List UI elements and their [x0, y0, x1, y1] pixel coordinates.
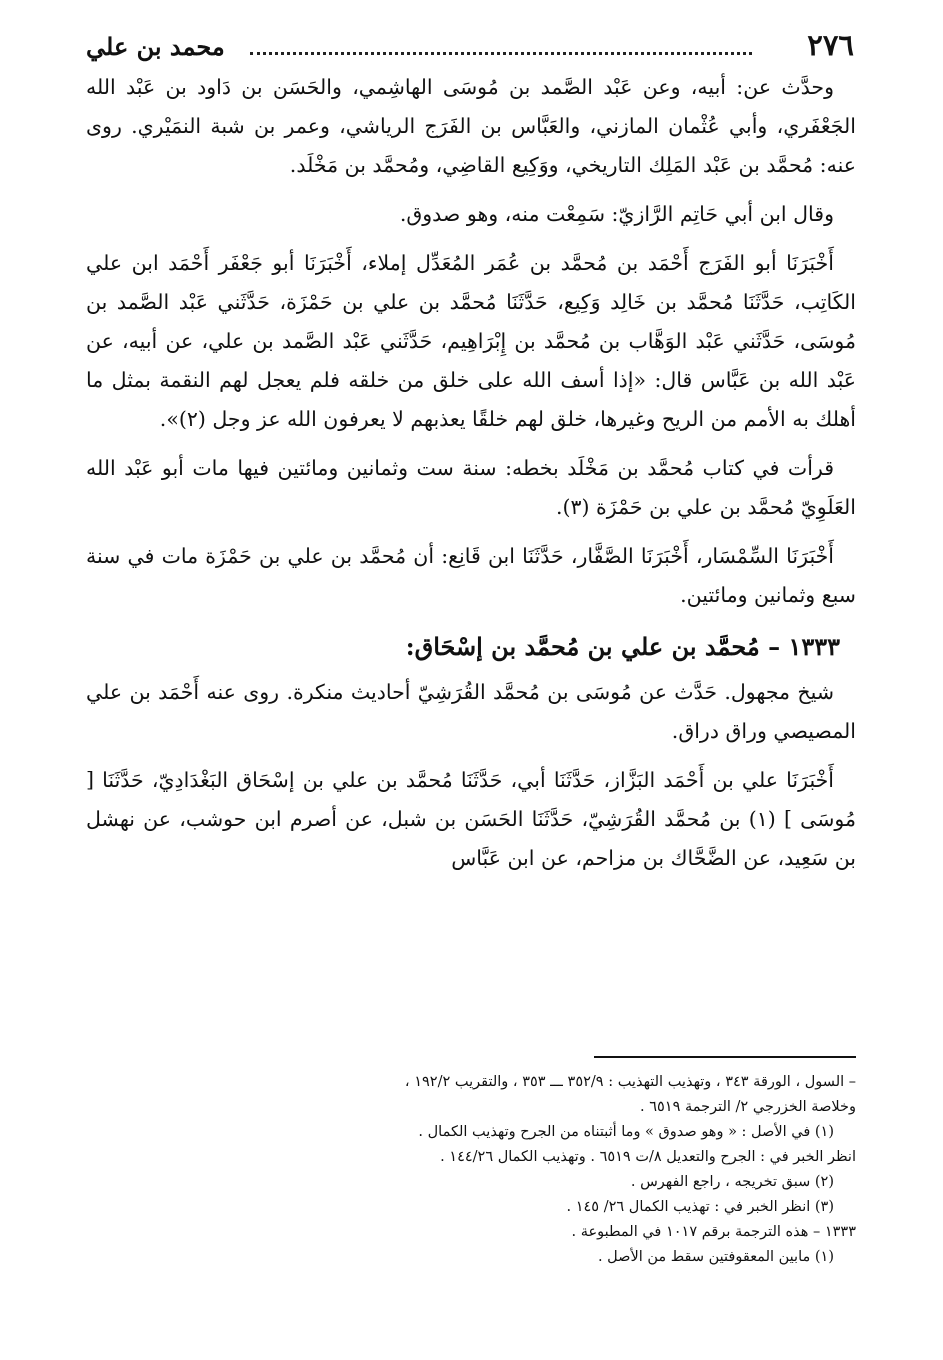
footnote: وخلاصة الخزرجي ٢/ الترجمة ٦٥١٩ . — [640, 1099, 856, 1115]
footnotes — [86, 1070, 856, 1270]
entry-title: ١٣٣٣ – مُحمَّد بن علي بن مُحمَّد بن إسْحَاق: — [405, 632, 840, 661]
entry-paragraph: أَخْبَرَنَا علي بن أَحْمَد البَزَّاز، حَدَّثَنَا أبي، حَدَّثَنَا مُحمَّد بن علي بن إسْحَاق البَغْدَادِيّ، حَدَّثَنَا [ مُوسَى ] (١) بن مُحمَّد القُرَشِيّ، حَدَّثَنَا الحَسَن بن شبل، عن أصرم ابن حوشب، عن نهشل بن سَعِيد، عن الضَّحَّاك بن مزاحم، عن ابن عَبَّاس — [86, 768, 856, 870]
header-dotted-leader — [250, 52, 752, 55]
paragraph: وقال ابن أبي حَاتِم الرَّازيّ: سَمِعْت منه، وهو صدوق. — [399, 202, 834, 226]
page-body — [86, 68, 856, 888]
footnote: (١) مابين المعقوفتين سقط من الأصل . — [597, 1249, 834, 1265]
footnote: (٢) سبق تخريجه ، راجع الفهرس . — [630, 1174, 834, 1190]
footnote-separator — [594, 1056, 856, 1058]
paragraph: قرأت في كتاب مُحمَّد بن مَخْلَد بخطه: سنة ست وثمانين ومائتين فيها مات أبو عَبْد الله العَلَوِيّ مُحمَّد بن علي بن حَمْزَة (٣). — [86, 456, 856, 519]
book-page — [86, 22, 856, 1342]
paragraph: أَخْبَرَنَا أبو الفَرَج أَحْمَد بن مُحمَّد بن عُمَر المُعَدِّل إملاء، أَخْبَرَنَا أبو جَعْفَر أَحْمَد ابن علي الكَاتِب، حَدَّثَنَا مُحمَّد بن خَالِد وَكِيع، حَدَّثَنَا مُحمَّد بن علي بن حَمْزَة، حَدَّثَني عَبْد الصَّمد بن مُوسَى، حَدَّثَني عَبْد الوَهَّاب بن مُحمَّد بن إِبْرَاهِيم، حَدَّثَني عَبْد الصَّمد بن علي، عن أبيه، عن عَبْد الله بن عَبَّاس قال: «إذا أسف الله على خلق من خلقه فلم يعجل لهم النقمة بمثل ما أهلك به الأمم من الريح وغيرها، خلق لهم خلقًا يعذبهم لا يعرفون الله عز وجل (٢)». — [86, 251, 856, 431]
footnote: ١٣٣٣ – هذه الترجمة برقم ١٠١٧ في المطبوعة . — [571, 1224, 856, 1240]
page-header — [86, 28, 856, 68]
paragraph: وحدَّث عن: أبيه، وعن عَبْد الصَّمد بن مُوسَى الهاشِمي، والحَسَن بن دَاود بن عَبْد الله الجَعْفَري، وأبي عُثْمان المازني، والعَبَّاس بن الفَرَج الرياشي، وعمر بن شبة النمَيْري. روى عنه: مُحمَّد بن عَبْد المَلِك التاريخي، ووَكِيع القاضِي، ومُحمَّد بن مَخْلَد. — [86, 75, 856, 177]
footnote: (١) في الأصل : « وهو صدوق » وما أثبتناه من الجرح وتهذيب الكمال . — [418, 1124, 834, 1140]
footnote: – السول ، الورقة ٣٤٣ ، وتهذيب التهذيب : ٣٥٢/٩ ـــ ٣٥٣ ، والتقريب ١٩٢/٢ ، — [404, 1074, 856, 1090]
paragraph: أَخْبَرَنَا السِّمْسَار، أَخْبَرَنَا الصَّفَّار، حَدَّثَنَا ابن قَانِع: أن مُحمَّد بن علي بن حَمْزَة مات في سنة سبع وثمانين ومائتين. — [86, 544, 856, 607]
entry-paragraph: شيخ مجهول. حَدَّث عن مُوسَى بن مُحمَّد القُرَشِيّ أحاديث منكرة. روى عنه أَحْمَد بن علي المصيصي وراق دراق. — [86, 680, 856, 743]
footnote: انظر الخبر في : الجرح والتعديل ٨/ت ٦٥١٩ . وتهذيب الكمال ١٤٤/٢٦ . — [440, 1149, 856, 1165]
running-title: محمد بن علي — [86, 32, 225, 61]
page-number: ٢٧٦ — [807, 28, 854, 62]
footnote: (٣) انظر الخبر في : تهذيب الكمال ٢٦/ ١٤٥ . — [566, 1199, 834, 1215]
